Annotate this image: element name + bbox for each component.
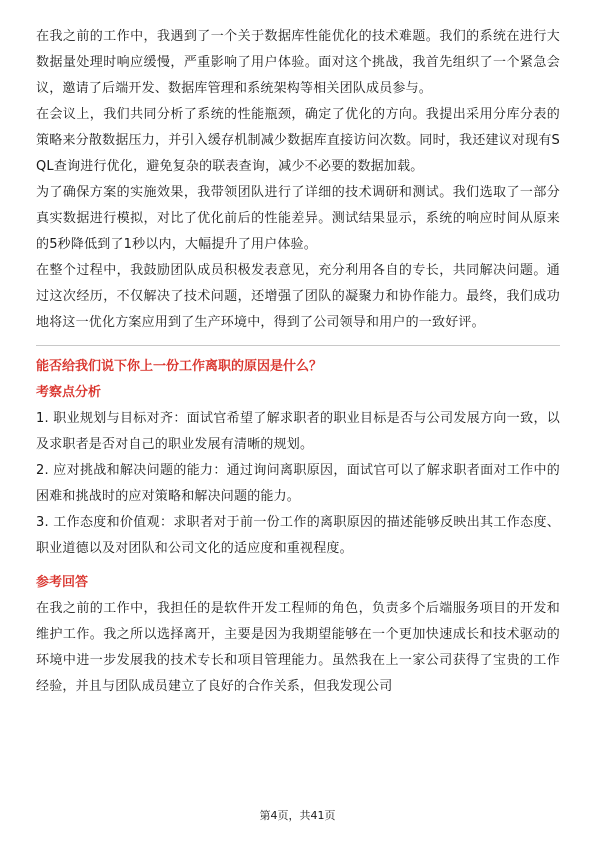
analysis-item: 1. 职业规划与目标对齐：面试官希望了解求职者的职业目标是否与公司发展方向一致，以及求职者是否对自己的职业发展有清晰的规划。 (36, 411, 560, 452)
question-heading: 能否给我们说下你上一份工作离职的原因是什么？ (36, 359, 323, 374)
page-content (36, 24, 560, 700)
section-divider (36, 345, 560, 346)
analysis-item: 3. 工作态度和价值观：求职者对于前一份工作的离职原因的描述能够反映出其工作态度、职业道德以及对团队和公司文化的适应度和重视程度。 (36, 515, 560, 556)
answer-paragraph: 为了确保方案的实施效果，我带领团队进行了详细的技术调研和测试。我们选取了一部分真实数据进行模拟，对比了优化前后的性能差异。测试结果显示，系统的响应时间从原来的5秒降低到了1秒以内，大幅提升了用户体验。 (36, 185, 560, 252)
answer-paragraph: 在我之前的工作中，我遇到了一个关于数据库性能优化的技术难题。我们的系统在进行大数据量处理时响应缓慢，严重影响了用户体验。面对这个挑战，我首先组织了一个紧急会议，邀请了后端开发、数据库管理和系统架构等相关团队成员参与。 (36, 29, 560, 96)
reference-answer: 在我之前的工作中，我担任的是软件开发工程师的角色，负责多个后端服务项目的开发和维护工作。我之所以选择离开，主要是因为我期望能够在一个更加快速成长和技术驱动的环境中进一步发展我的技术专长和项目管理能力。虽然我在上一家公司获得了宝贵的工作经验，并且与团队成员建立了良好的合作关系，但我发现公司 (36, 601, 560, 694)
section-gap (36, 562, 560, 570)
answer-paragraph: 在整个过程中，我鼓励团队成员积极发表意见，充分利用各自的专长，共同解决问题。通过这次经历，不仅解决了技术问题，还增强了团队的凝聚力和协作能力。最终，我们成功地将这一优化方案应用到了生产环境中，得到了公司领导和用户的一致好评。 (36, 263, 560, 330)
analysis-title: 考察点分析 (36, 385, 102, 400)
answer-paragraph: 在会议上，我们共同分析了系统的性能瓶颈，确定了优化的方向。我提出采用分库分表的策略来分散数据压力，并引入缓存机制减少数据库直接访问次数。同时，我还建议对现有SQL查询进行优化，避免复杂的联表查询，减少不必要的数据加载。 (36, 107, 560, 174)
reference-title: 参考回答 (36, 575, 89, 590)
analysis-item: 2. 应对挑战和解决问题的能力：通过询问离职原因，面试官可以了解求职者面对工作中的困难和挑战时的应对策略和解决问题的能力。 (36, 463, 560, 504)
page-number: 第4页，共41页 (259, 809, 336, 822)
